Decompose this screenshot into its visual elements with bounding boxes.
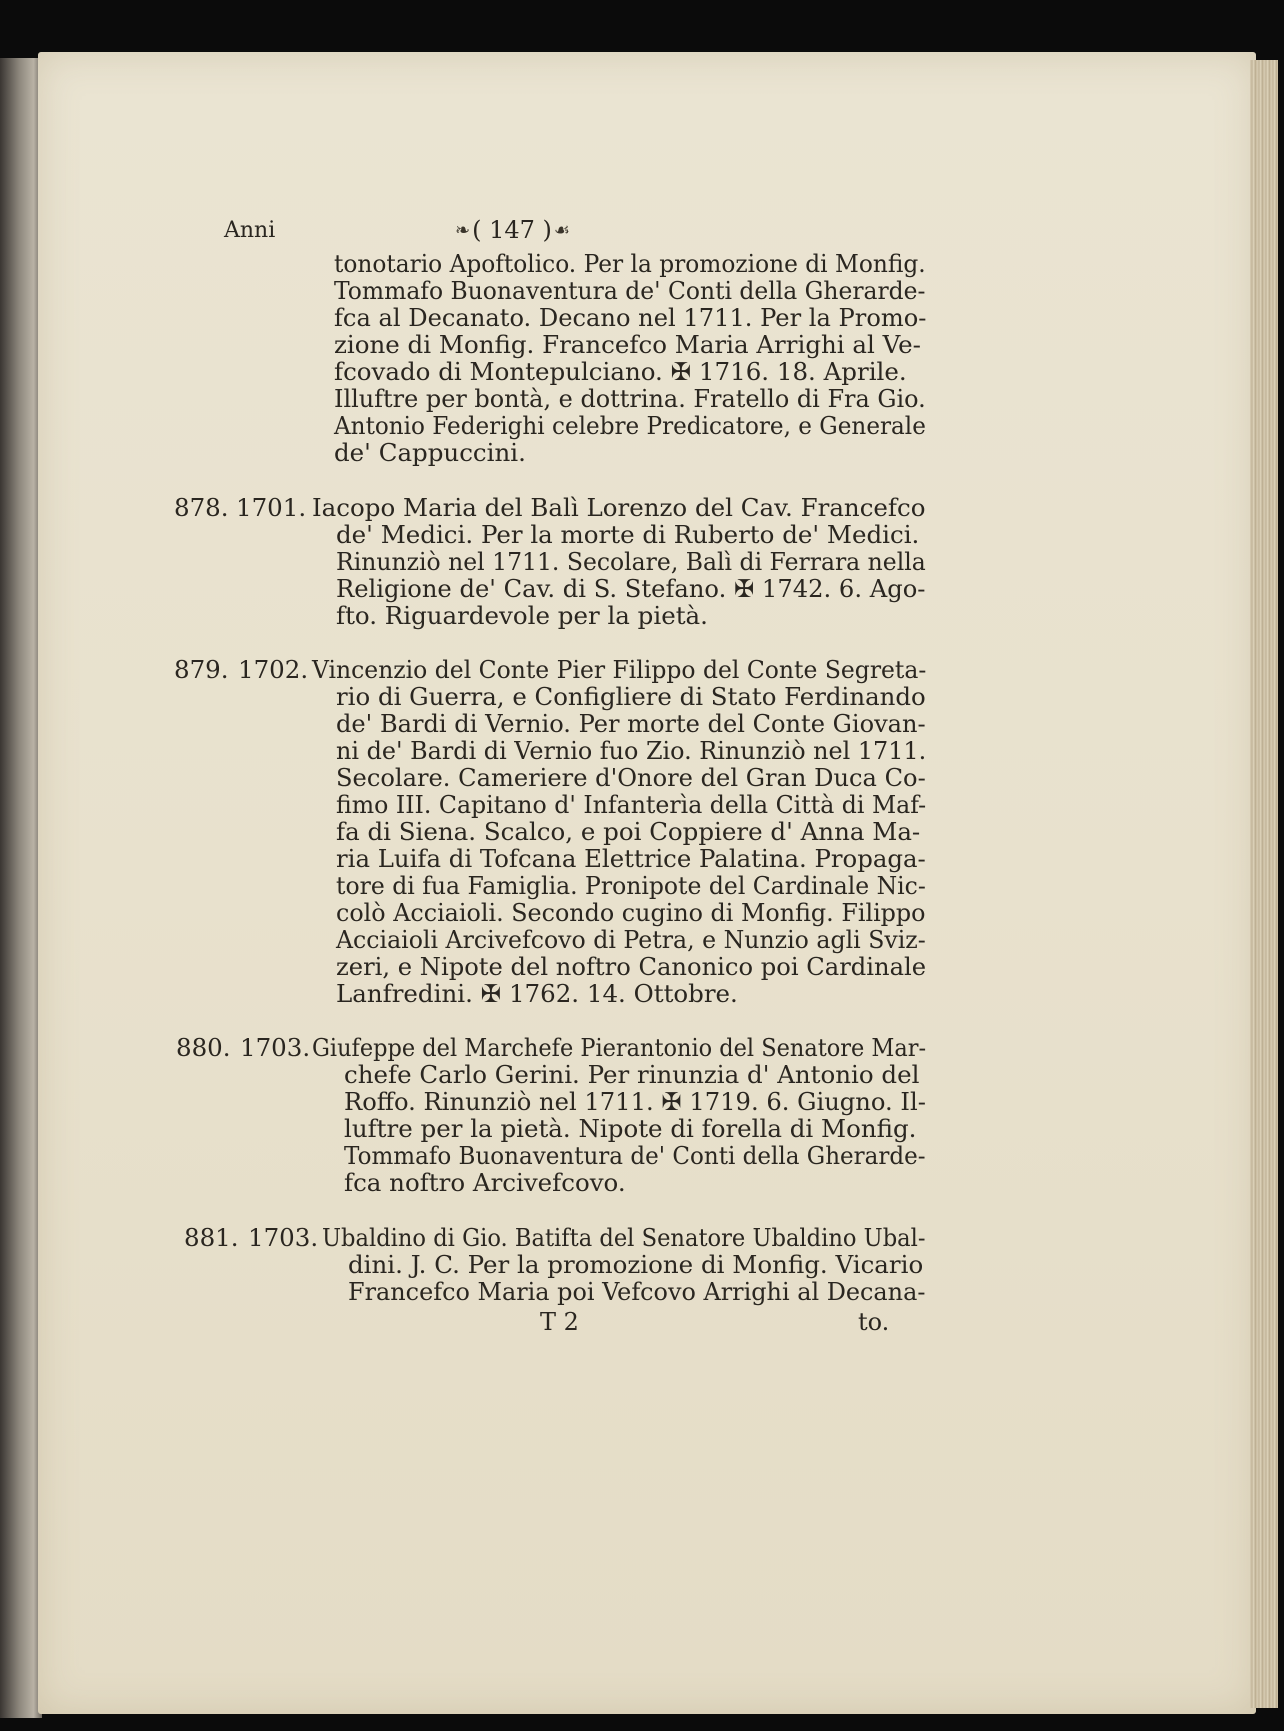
- text-line: fimo III. Capitano d' Infanterìa della Città di Maf-: [336, 790, 927, 819]
- text-line: Illuftre per bontà, e dottrina. Fratello di Fra Gio.: [334, 384, 926, 413]
- entry-year: 1701.: [236, 493, 307, 522]
- text-line: Secolare. Cameriere d'Onore del Gran Duca Co-: [336, 763, 926, 792]
- ornament-left-icon: ❧: [455, 219, 471, 241]
- text-line: Giufeppe del Marchefe Pierantonio del Senatore Mar-: [312, 1033, 927, 1062]
- ornament-right-icon: ☙: [553, 219, 571, 241]
- text-line: chefe Carlo Gerini. Per rinunzia d' Antonio del: [344, 1060, 920, 1089]
- entry-number: 880.: [176, 1033, 231, 1062]
- text-line: colò Acciaioli. Secondo cugino di Monfig. Filippo: [336, 898, 926, 927]
- text-line: tore di fua Famiglia. Pronipote del Cardinale Nic-: [336, 871, 926, 900]
- text-line: dini. J. C. Per la promozione di Monfig. Vicario: [348, 1250, 924, 1279]
- text-line: Antonio Federighi celebre Predicatore, e Generale: [334, 411, 926, 440]
- text-line: Acciaioli Arcivefcovo di Petra, e Nunzio agli Sviz-: [336, 925, 926, 954]
- page-number: ( 147 ): [472, 216, 552, 244]
- entry-number: 879.: [174, 655, 229, 684]
- text-line: Ubaldino di Gio. Batifta del Senatore Ubaldino Ubal-: [322, 1223, 926, 1252]
- text-line: fto. Riguardevole per la pietà.: [336, 601, 708, 630]
- text-line: Lanfredini. ✠ 1762. 14. Ottobre.: [336, 979, 738, 1008]
- entry-year: 1703.: [240, 1033, 311, 1062]
- text-line: fcovado di Montepulciano. ✠ 1716. 18. Aprile.: [334, 357, 907, 386]
- entry-number: 878.: [174, 493, 229, 522]
- text-line: luftre per la pietà. Nipote di forella di Monfig.: [344, 1114, 917, 1143]
- signature-mark: T 2: [540, 1308, 579, 1336]
- text-line: de' Bardi di Vernio. Per morte del Conte Giovan-: [336, 709, 926, 738]
- margin-label: Anni: [224, 218, 276, 243]
- text-line: ria Luifa di Tofcana Elettrice Palatina. Propaga-: [336, 844, 926, 873]
- text-line: zione di Monfig. Francefco Maria Arrighi al Ve-: [334, 330, 921, 359]
- text-line: rio di Guerra, e Configliere di Stato Ferdinando: [336, 682, 926, 711]
- text-line: zeri, e Nipote del noftro Canonico poi Cardinale: [336, 952, 927, 981]
- text-line: Iacopo Maria del Balì Lorenzo del Cav. Francefco: [312, 493, 926, 522]
- text-line: Religione de' Cav. di S. Stefano. ✠ 1742. 6. Ago-: [336, 574, 926, 603]
- text-line: de' Medici. Per la morte di Ruberto de' Medici.: [336, 520, 920, 549]
- text-line: de' Cappuccini.: [334, 438, 526, 467]
- catchword: to.: [858, 1308, 890, 1336]
- text-line: Vincenzio del Conte Pier Filippo del Conte Segreta-: [312, 655, 927, 684]
- text-line: fca al Decanato. Decano nel 1711. Per la Promo-: [334, 303, 927, 332]
- page-header: [455, 216, 570, 244]
- text-line: Rinunziò nel 1711. Secolare, Balì di Ferrara nella: [336, 547, 926, 576]
- text-line: ni de' Bardi di Vernio fuo Zio. Rinunziò nel 1711.: [336, 736, 927, 765]
- text-line: tonotario Apoftolico. Per la promozione di Monfig.: [334, 249, 926, 278]
- text-line: fca noftro Arcivefcovo.: [344, 1168, 626, 1197]
- entry-year: 1703.: [248, 1223, 319, 1252]
- text-line: Francefco Maria poi Vefcovo Arrighi al Decana-: [348, 1277, 926, 1306]
- text-line: Tommafo Buonaventura de' Conti della Gherarde-: [334, 276, 926, 305]
- text-line: Tommafo Buonaventura de' Conti della Gherarde-: [344, 1141, 926, 1170]
- text-line: fa di Siena. Scalco, e poi Coppiere d' Anna Ma-: [336, 817, 921, 846]
- entry-year: 1702.: [238, 655, 309, 684]
- text-line: Roffo. Rinunziò nel 1711. ✠ 1719. 6. Giugno. Il-: [344, 1087, 926, 1116]
- entry-number: 881.: [184, 1223, 239, 1252]
